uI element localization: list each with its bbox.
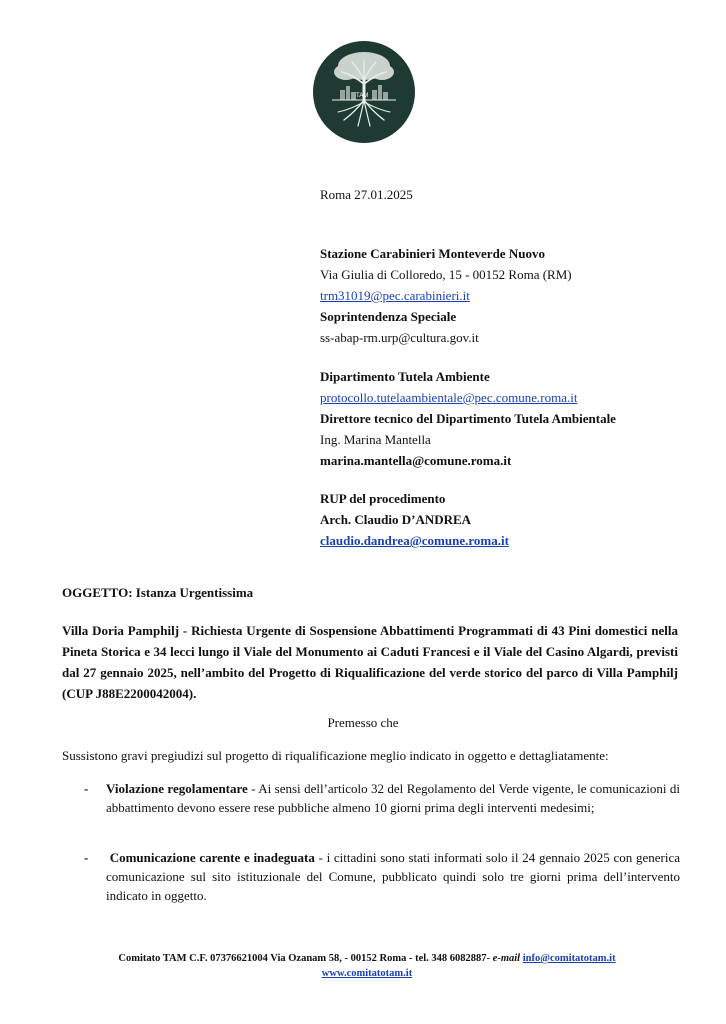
- footer-website-link[interactable]: www.comitatotam.it: [321, 968, 413, 979]
- list-item-text: - Ai sensi dell’articolo 32 del Regolamento del Verde vigente, le comunicazioni di abbattimento devono essere rese pubbliche almeno 10 giorni prima degli interventi medesimi;: [106, 781, 680, 815]
- recipient-name-2: Soprintendenza Speciale: [320, 309, 457, 324]
- list-dash: -: [84, 781, 89, 796]
- recipient-block-carabinieri: [320, 243, 700, 348]
- recipient-role: RUP del procedimento: [320, 491, 446, 506]
- footer-email-label: e-mail: [492, 953, 521, 964]
- tree-roots-logo-icon: [312, 40, 416, 144]
- recipient-email-link[interactable]: trm31019@pec.carabinieri.it: [320, 288, 470, 303]
- footer-main: Comitato TAM C.F. 07376621004 Via Ozanam 58, - 00152 Roma - tel. 348 6082887-: [118, 953, 493, 964]
- list-item-title: Violazione regolamentare: [106, 781, 248, 796]
- recipient-role: Direttore tecnico del Dipartimento Tutela Ambientale: [320, 411, 616, 426]
- footer-email-link[interactable]: info@comitatotam.it: [522, 953, 616, 964]
- subject-heading: OGGETTO: Istanza Urgentissima: [62, 585, 254, 600]
- recipient-block-rup: [320, 488, 700, 551]
- document-date: Roma 27.01.2025: [320, 187, 413, 202]
- recipient-person-email: marina.mantella@comune.roma.it: [320, 453, 512, 468]
- recipient-name: Dipartimento Tutela Ambiente: [320, 369, 490, 384]
- list-item: [84, 779, 680, 817]
- recipient-block-ambiente: [320, 366, 700, 471]
- logo-text: TAM: [356, 93, 369, 99]
- recipient-person: Arch. Claudio D’ANDREA: [320, 512, 472, 527]
- recipient-email-2: ss-abap-rm.urp@cultura.gov.it: [320, 330, 479, 345]
- premesso-heading: Premesso che: [327, 715, 399, 730]
- intro-paragraph: Sussistono gravi pregiudizi sul progetto di riqualificazione meglio indicato in oggetto e dettagliatamente:: [62, 748, 609, 763]
- recipient-email-link[interactable]: claudio.dandrea@comune.roma.it: [320, 533, 509, 548]
- list-dash: -: [84, 850, 89, 865]
- recipient-email-link[interactable]: protocollo.tutelaambientale@pec.comune.roma.it: [320, 390, 578, 405]
- recipient-name: Stazione Carabinieri Monteverde Nuovo: [320, 246, 545, 261]
- page-footer: [62, 951, 672, 981]
- list-item: [84, 848, 680, 905]
- recipient-address: Via Giulia di Colloredo, 15 - 00152 Roma (RM): [320, 267, 572, 282]
- recipient-person: Ing. Marina Mantella: [320, 432, 431, 447]
- subject-text: Villa Doria Pamphilj - Richiesta Urgente di Sospensione Abbattimenti Programmati di 43 Pini domestici nella Pineta Storica e 34 lecci lungo il Viale del Monumento ai Caduti Francesi e il Viale del Casino Algardi, previsti dal 27 gennaio 2025, nell’ambito del Progetto di Riqualificazione del verde storico del parco di Villa Pamphilj (CUP J88E2200042004).: [62, 623, 678, 701]
- list-item-title: Comunicazione carente e inadeguata: [109, 850, 315, 865]
- list-item-text: - i cittadini sono stati informati solo il 24 gennaio 2025 con generica comunicazione sul sito istituzionale del Comune, pubblicato quindi solo tre giorni prima dell’intervento indicato in oggetto.: [106, 850, 681, 903]
